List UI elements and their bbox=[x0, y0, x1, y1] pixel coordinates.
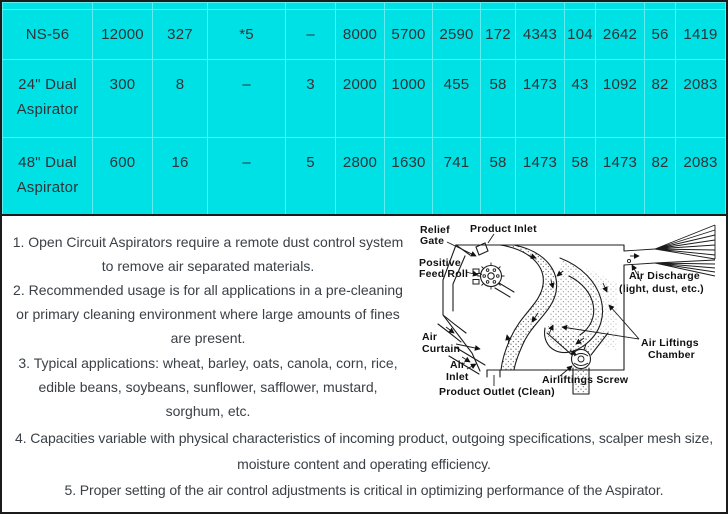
note-2: 2. Recommended usage is for all applications in a pre-cleaning or primary cleaning environment where large amounts of fines are present. bbox=[13, 281, 403, 347]
capacity-table bbox=[2, 2, 726, 216]
aspirator-diagram bbox=[410, 218, 726, 418]
table-row bbox=[3, 10, 726, 60]
value-cell: 1000 bbox=[385, 60, 433, 138]
cropped-cell bbox=[153, 3, 208, 10]
value-cell: 8000 bbox=[336, 10, 385, 60]
air-discharge-fan bbox=[624, 225, 715, 276]
value-cell: 1092 bbox=[596, 60, 645, 138]
value-cell: 104 bbox=[565, 10, 596, 60]
cropped-cell bbox=[93, 3, 153, 10]
value-cell: 82 bbox=[645, 60, 676, 138]
air-curtain-slot bbox=[438, 315, 466, 342]
value-cell: 5700 bbox=[385, 10, 433, 60]
table-row bbox=[3, 138, 726, 215]
value-cell: – bbox=[286, 10, 336, 60]
value-cell: 1473 bbox=[596, 138, 645, 215]
note-4: 4. Capacities variable with physical characteristics of incoming product, outgoing specifications, scalper mesh size, moisture content and operating efficiency. bbox=[15, 430, 713, 473]
label-air-inlet: Air bbox=[450, 358, 466, 371]
feed-roll bbox=[481, 265, 502, 286]
product-outlet-gap bbox=[487, 370, 500, 377]
model-cell: 24" Dual Aspirator bbox=[3, 60, 93, 138]
value-cell: 58 bbox=[481, 60, 516, 138]
label-air-liftings-chamber-2: Chamber bbox=[648, 348, 695, 361]
value-cell: – bbox=[208, 138, 286, 215]
label-relief-gate: Relief bbox=[420, 223, 450, 236]
cropped-row-top bbox=[3, 3, 726, 10]
value-cell: 327 bbox=[153, 10, 208, 60]
model-cell: NS-56 bbox=[3, 10, 93, 60]
value-cell: 5 bbox=[286, 138, 336, 215]
value-cell: 2800 bbox=[336, 138, 385, 215]
note-1: 1. Open Circuit Aspirators require a remote dust control system to remove air separated materials. bbox=[12, 233, 404, 274]
value-cell: 172 bbox=[481, 10, 516, 60]
label-air-curtain: Air bbox=[422, 330, 438, 343]
note-3: 3. Typical applications: wheat, barley, oats, canola, corn, rice, edible beans, soybeans, sunflower, safflower, mustard, sorghum, etc. bbox=[18, 354, 398, 419]
value-cell: 43 bbox=[565, 60, 596, 138]
label-product-outlet: Product Outlet (Clean) bbox=[439, 385, 555, 398]
value-cell: 2642 bbox=[596, 10, 645, 60]
notes-panel bbox=[2, 216, 726, 504]
value-cell: 58 bbox=[481, 138, 516, 215]
value-cell: 8 bbox=[153, 60, 208, 138]
value-cell: 1419 bbox=[676, 10, 726, 60]
value-cell: 4343 bbox=[516, 10, 565, 60]
value-cell: 82 bbox=[645, 138, 676, 215]
notes-wide bbox=[2, 423, 726, 503]
value-cell: 1473 bbox=[516, 60, 565, 138]
value-cell: 600 bbox=[93, 138, 153, 215]
cropped-cell bbox=[3, 3, 93, 10]
label-air-liftings-chamber: Air Liftings bbox=[641, 336, 699, 349]
table-row bbox=[3, 60, 726, 138]
cropped-cell bbox=[516, 3, 565, 10]
value-cell: 1630 bbox=[385, 138, 433, 215]
value-cell: 16 bbox=[153, 138, 208, 215]
capacity-table-body bbox=[3, 3, 726, 215]
label-positive-feed-roll: Positive bbox=[419, 256, 461, 269]
value-cell: 2083 bbox=[676, 138, 726, 215]
value-cell: 300 bbox=[93, 60, 153, 138]
feed-passage bbox=[495, 283, 514, 297]
discharge-dot bbox=[627, 259, 630, 262]
cropped-cell bbox=[336, 3, 385, 10]
value-cell: 2000 bbox=[336, 60, 385, 138]
note-5: 5. Proper setting of the air control adjustments is critical in optimizing performance of the Aspirator. bbox=[64, 482, 664, 499]
cropped-cell bbox=[596, 3, 645, 10]
label-product-inlet: Product Inlet bbox=[470, 222, 537, 235]
value-cell: 58 bbox=[565, 138, 596, 215]
label-relief-gate-2: Gate bbox=[420, 234, 445, 247]
cropped-cell bbox=[208, 3, 286, 10]
label-airliftings-screw: Airliftings Screw bbox=[542, 373, 629, 386]
aspirator-drawing bbox=[410, 218, 726, 418]
cropped-cell bbox=[385, 3, 433, 10]
cropped-cell bbox=[645, 3, 676, 10]
cropped-cell bbox=[481, 3, 516, 10]
label-positive-feed-roll-2: Feed Roll bbox=[419, 267, 469, 280]
label-air-discharge: Air Discharge bbox=[629, 269, 700, 282]
value-cell: – bbox=[208, 60, 286, 138]
cropped-cell bbox=[433, 3, 481, 10]
value-cell: 3 bbox=[286, 60, 336, 138]
value-cell: 2590 bbox=[433, 10, 481, 60]
cropped-cell bbox=[286, 3, 336, 10]
cropped-cell bbox=[565, 3, 596, 10]
value-cell: *5 bbox=[208, 10, 286, 60]
value-cell: 455 bbox=[433, 60, 481, 138]
notes-column bbox=[2, 216, 410, 424]
value-cell: 1473 bbox=[516, 138, 565, 215]
cropped-cell bbox=[676, 3, 726, 10]
label-air-discharge-2: (light, dust, etc.) bbox=[619, 282, 704, 295]
value-cell: 12000 bbox=[93, 10, 153, 60]
model-cell: 48" Dual Aspirator bbox=[3, 138, 93, 215]
label-air-inlet-2: Inlet bbox=[446, 370, 469, 383]
value-cell: 2083 bbox=[676, 60, 726, 138]
label-air-curtain-2: Curtain bbox=[422, 342, 461, 355]
value-cell: 56 bbox=[645, 10, 676, 60]
value-cell: 741 bbox=[433, 138, 481, 215]
